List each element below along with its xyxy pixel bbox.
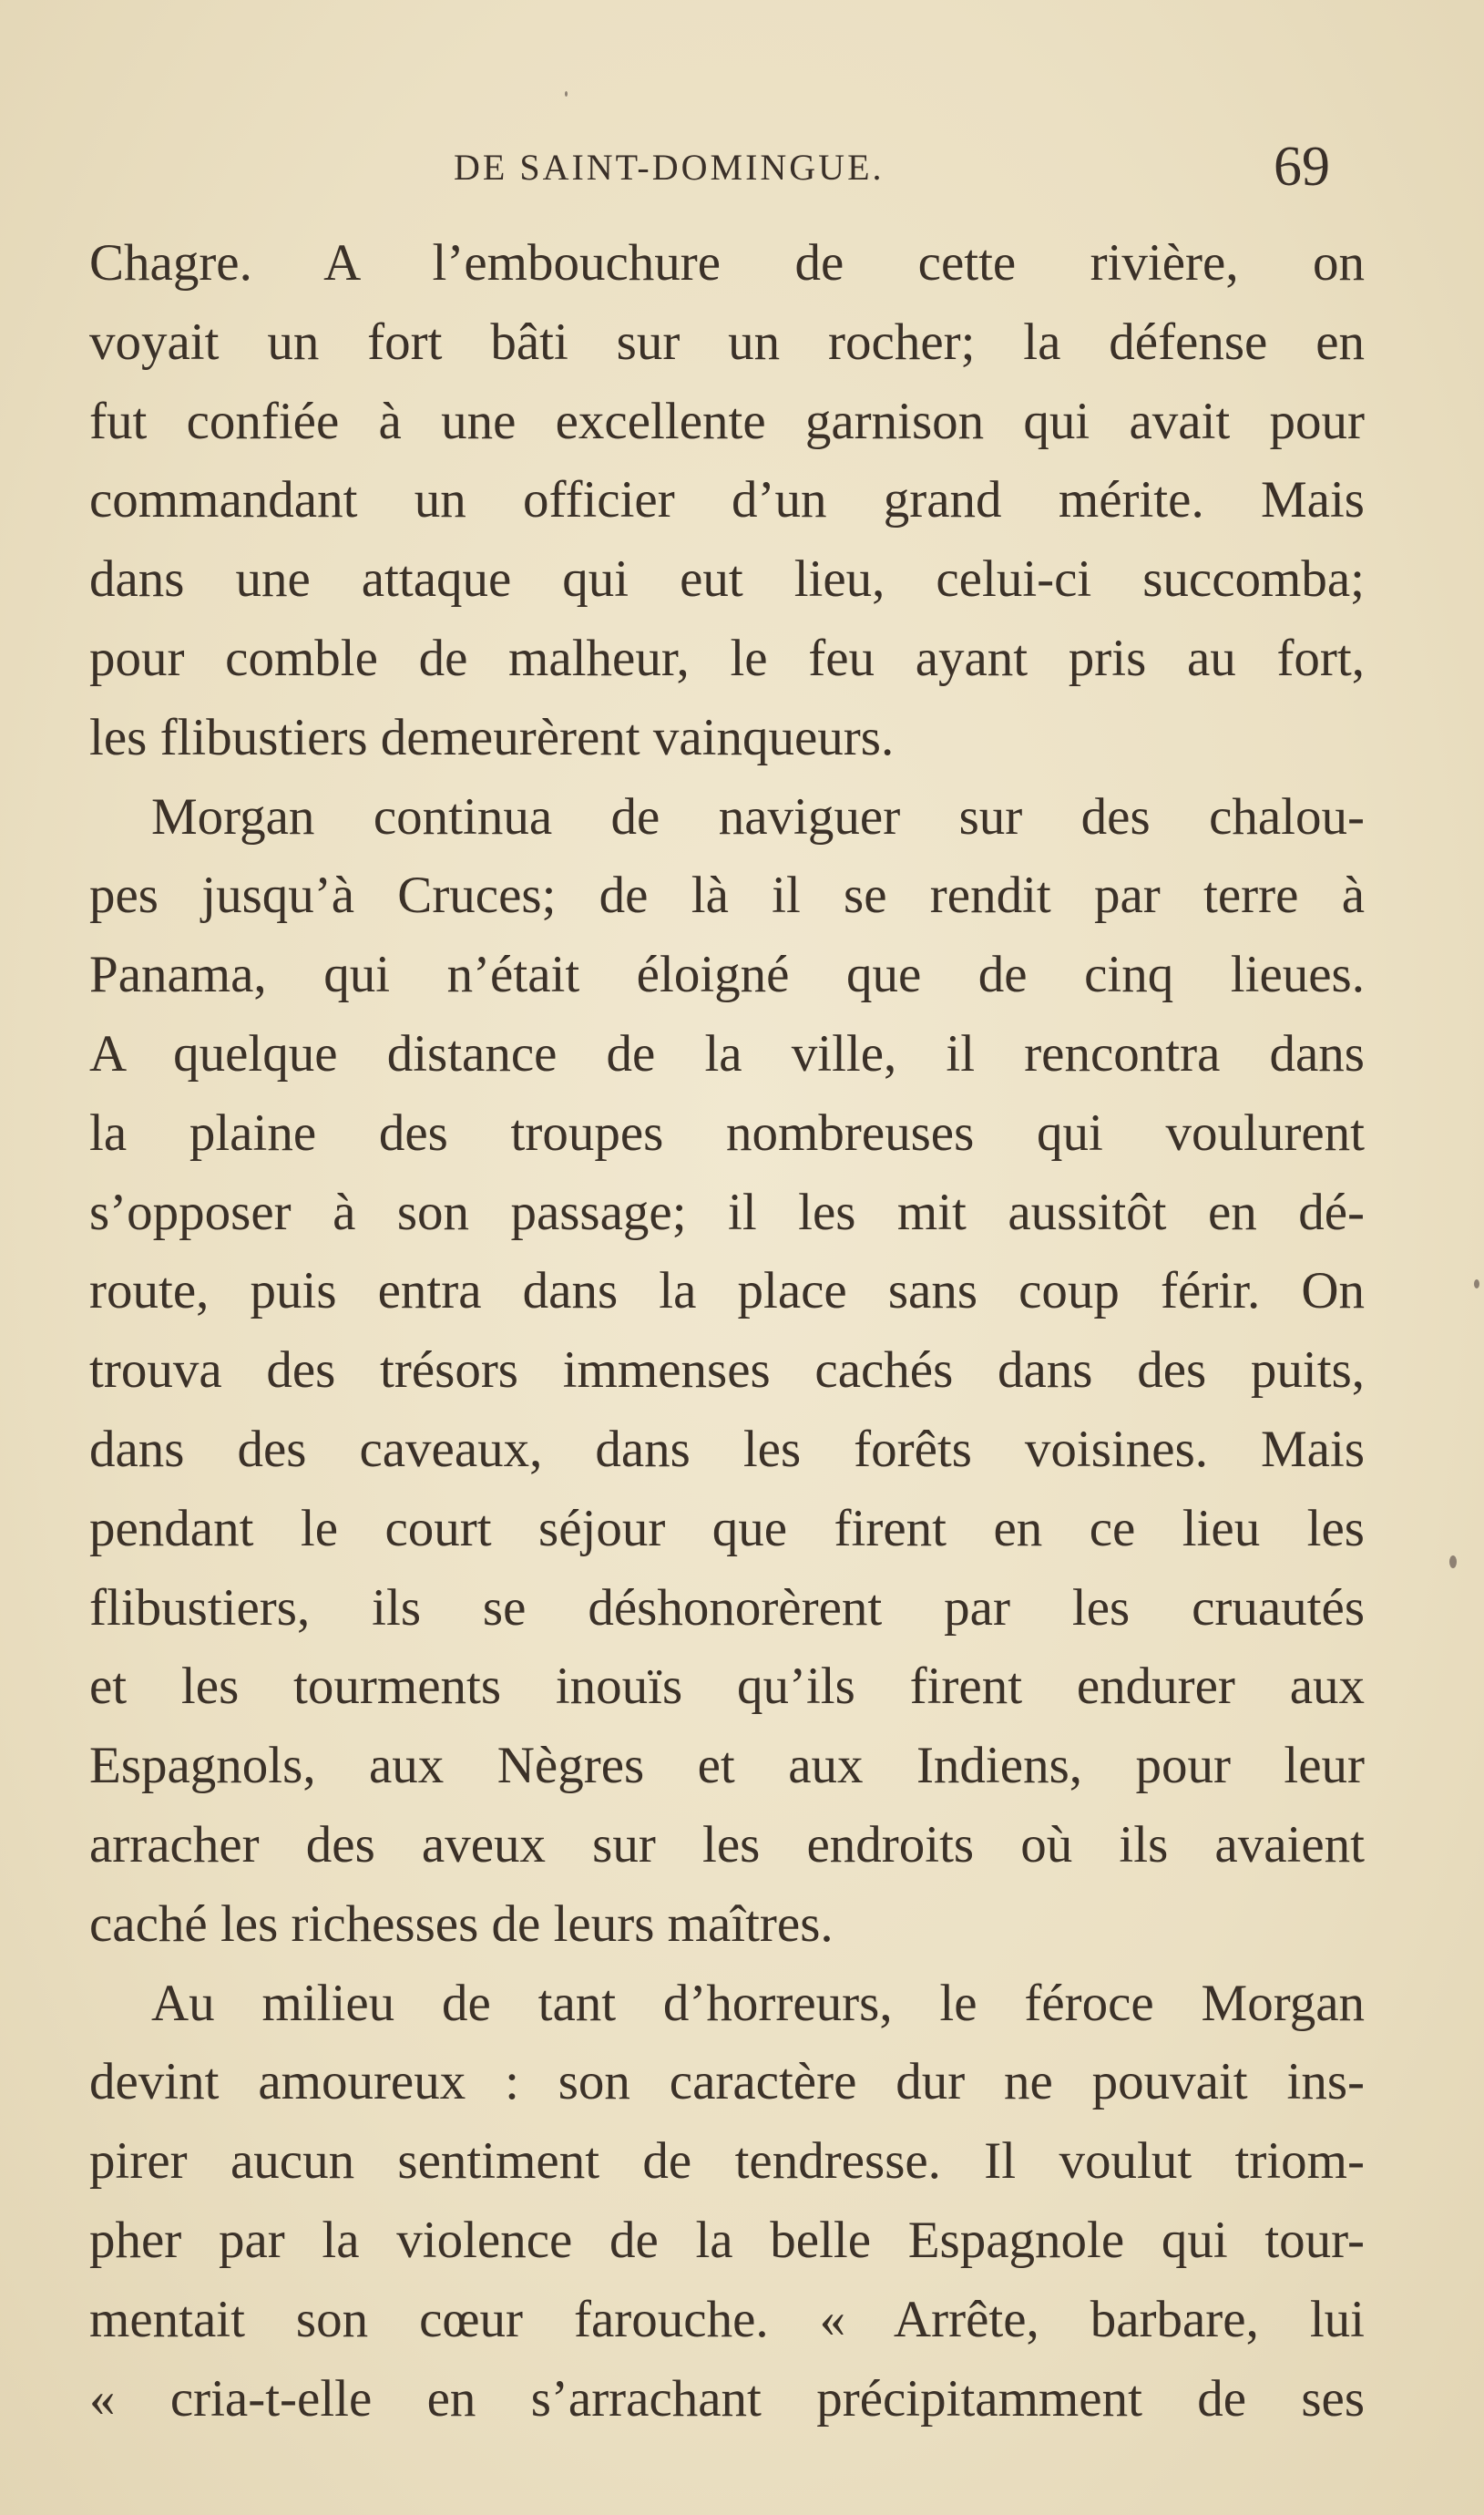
text-line: s’opposer à son passage; il les mit aussitôt en dé-	[89, 1183, 1365, 1241]
text-line: flibustiers, ils se déshonorèrent par les cruautés	[89, 1578, 1365, 1637]
text-line: et les tourments inouïs qu’ils firent endurer aux	[89, 1658, 1365, 1716]
page-header	[0, 135, 1484, 199]
text-line: pher par la violence de la belle Espagnole qui tour-	[89, 2211, 1365, 2269]
ink-speck	[565, 91, 568, 97]
paragraph-3	[89, 1965, 1365, 2439]
text-line: Au milieu de tant d’horreurs, le féroce Morgan	[151, 1974, 1365, 2032]
text-line: Panama, qui n’était éloigné que de cinq lieues.	[89, 946, 1365, 1004]
ink-speck	[1474, 1279, 1479, 1288]
text-line: route, puis entra dans la place sans coup férir. On	[89, 1262, 1365, 1320]
running-head: DE SAINT-DOMINGUE.	[454, 147, 885, 188]
text-line: dans des caveaux, dans les forêts voisines. Mais	[89, 1420, 1365, 1478]
text-line: devint amoureux : son caractère dur ne pouvait ins-	[89, 2053, 1365, 2111]
text-line: mentait son cœur farouche. « Arrête, barbare, lui	[89, 2290, 1365, 2348]
text-line: pes jusqu’à Cruces; de là il se rendit par terre à	[89, 867, 1365, 925]
text-line: pendant le court séjour que firent en ce lieu les	[89, 1499, 1365, 1557]
text-line: caché les richesses de leurs maîtres.	[89, 1894, 834, 1953]
ink-speck	[1449, 1555, 1457, 1568]
text-line: fut confiée à une excellente garnison qui avait pour	[89, 392, 1365, 450]
text-line: Morgan continua de naviguer sur des chalou-	[151, 787, 1365, 846]
text-line: A quelque distance de la ville, il rencontra dans	[89, 1024, 1365, 1083]
text-line: pirer aucun sentiment de tendresse. Il voulut triom-	[89, 2132, 1365, 2191]
text-line: voyait un fort bâti sur un rocher; la défense en	[89, 313, 1365, 371]
paragraph-2	[89, 778, 1365, 1965]
text-line: pour comble de malheur, le feu ayant pris au fort,	[89, 629, 1365, 687]
text-line: arracher des aveux sur les endroits où ils avaient	[89, 1815, 1365, 1873]
body-text	[89, 224, 1365, 2438]
text-line: dans une attaque qui eut lieu, celui-ci succomba;	[89, 550, 1365, 609]
text-line: les flibustiers demeurèrent vainqueurs.	[89, 708, 895, 766]
text-line: commandant un officier d’un grand mérite. Mais	[89, 471, 1365, 529]
page-number: 69	[1274, 136, 1330, 198]
paragraph-1	[89, 224, 1365, 778]
text-line: Espagnols, aux Nègres et aux Indiens, pour leur	[89, 1737, 1365, 1795]
text-line: la plaine des troupes nombreuses qui voulurent	[89, 1104, 1365, 1162]
text-line: « cria-t-elle en s’arrachant précipitamment de ses	[89, 2369, 1365, 2428]
text-line: trouva des trésors immenses cachés dans des puits,	[89, 1341, 1365, 1400]
text-line: Chagre. A l’embouchure de cette rivière, on	[89, 234, 1365, 292]
